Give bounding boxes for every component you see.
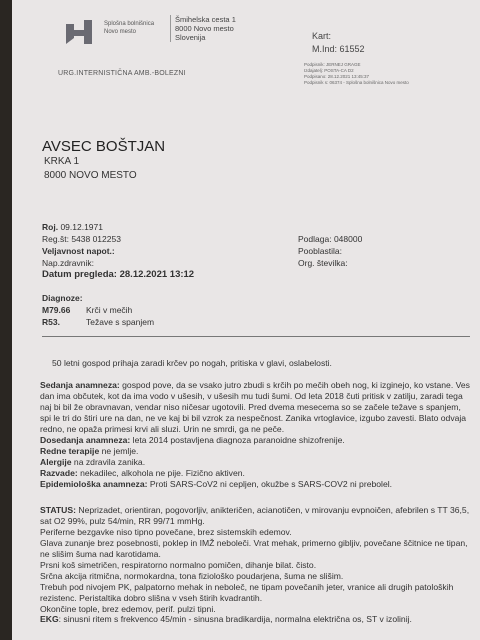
anamnesis-section xyxy=(40,380,472,490)
present-anamnesis: Sedanja anamneza: gospod pove, da se vsako jutro zbudi s krčih po mečih obeh nog, ki izginejo, ko vstane. Ves dan ima občutek, kot da ima vodo v ušesih, v ušesih mu tudi šumi. Od leta 2018 čuti pritisk v zatilju, zaradi tega naj bi bil že obravnavan, vendar niso ničesar ugotovili. Pred dvema mesecema so se začele težave s spanjem, spi le tri do štiri ure na dan, ne ve kaj bi bil vzrok za nespečnost. Zanika vrtoglavice, izgubo zavesti. Blato odvaja redno, ne opaža primesi krvi ali sluzi. Urin ne smrdi, ga ne peče. xyxy=(40,380,470,434)
ekg-section: EKG: sinusni ritem s frekvenco 45/min - sinusna bradikardija, normalna električna os, ST v izolinij. xyxy=(40,614,412,624)
mind-value: 61552 xyxy=(339,44,365,54)
registration-number: Reg.št: 5438 012253 xyxy=(42,234,121,244)
epidemiological-anamnesis: Epidemiološka anamneza: Proti SARS-CoV2 ni cepljen, okužbe s SARS-COV2 ni prebolel. xyxy=(40,479,393,489)
exam-date: Datum pregleda: 28.12.2021 13:12 xyxy=(42,269,195,280)
diagnosis-item: R53. Težave s spanjem xyxy=(42,317,155,327)
department-name: URG.INTERNISTIČNA AMB.-BOLEZNI xyxy=(58,70,186,77)
hospital-logo-icon xyxy=(64,18,98,48)
diagnosis-item: M79.66 Krči v mečih xyxy=(42,305,133,315)
document-page xyxy=(12,0,480,640)
hospital-name: Splošna bolnišnica Novo mesto xyxy=(104,21,155,35)
regular-therapy: Redne terapije ne jemlje. xyxy=(40,446,139,456)
patient-city: 8000 NOVO MESTO xyxy=(44,170,137,181)
pooblastila-label: Pooblastila: xyxy=(298,246,342,256)
allergies: Alergije na zdravila zanika. xyxy=(40,457,146,467)
card-info xyxy=(312,30,365,56)
status-section: STATUS: Neprizadet, orientiran, pogovorljiv, anikteričen, acianotičen, v mirovanju evpnoičen, afebrilen s TT 36,5, sat O2 99%, pulz 54/min, RR 99/71 mmHg. Periferne bezgavke niso tipno povečane, brez sistemskih edemov. Glava zunanje brez posebnosti, poklep in IMŽ neboleči. Vrat mehak, primerno gibljiv, povečane ščitnice ne tipan, ne slišim šuma nad karotidama. Prsni koš simetričen, respiratorno normalno pomičen, dihanje bilat. čisto. Srčna akcija ritmična, normokardna, tona fiziološko poudarjena, šuma ne slišim. Trebuh pod nivojem PK, palpatorno mehak in neboleč, ne tipam povečanih jeter, vranice ali drugih patoloških rezistenc. Peristaltika dobro slišna v vseh štirih kvadrantih. Okončine tople, brez edemov, perif. pulzi tipni. xyxy=(40,505,470,614)
diagnoses-title: Diagnoze: xyxy=(42,293,83,303)
patient-street: KRKA 1 xyxy=(44,156,80,167)
hospital-address: Šmihelska cesta 1 8000 Novo mesto Slovenija xyxy=(170,15,236,42)
patient-name: AVSEC BOŠTJAN xyxy=(42,138,166,155)
podlaga: Podlaga: 048000 xyxy=(298,234,363,244)
divider xyxy=(42,336,470,337)
report-intro: 50 letni gospod prihaja zaradi krčev po nogah, pritiska v glavi, oslabelosti. xyxy=(52,358,332,368)
habits: Razvade: nekadilec, alkohola ne pije. Fizično aktiven. xyxy=(40,468,245,478)
kart-label: Kart: xyxy=(312,31,332,41)
veljavnost-label: Veljavnost napot.: xyxy=(42,246,115,256)
nap-zdravnik-label: Nap.zdravnik: xyxy=(42,258,94,268)
mind-label: M.Ind: xyxy=(312,44,338,54)
digital-signature: Podpisnik: JERNEJ GRAGE Izdajatelj: POSTA-CA D2 Podpisano: 28.12.2021 13:45:37 Podpisnik s: 06374 - Splošna bolnišnica Novo mesto xyxy=(304,62,409,85)
birth-date: Roj. 09.12.1971 xyxy=(42,222,103,232)
past-anamnesis: Dosedanja anamneza: leta 2014 postavljena diagnoza paranoidne shizofrenije. xyxy=(40,435,345,445)
org-number-label: Org. številka: xyxy=(298,258,348,268)
